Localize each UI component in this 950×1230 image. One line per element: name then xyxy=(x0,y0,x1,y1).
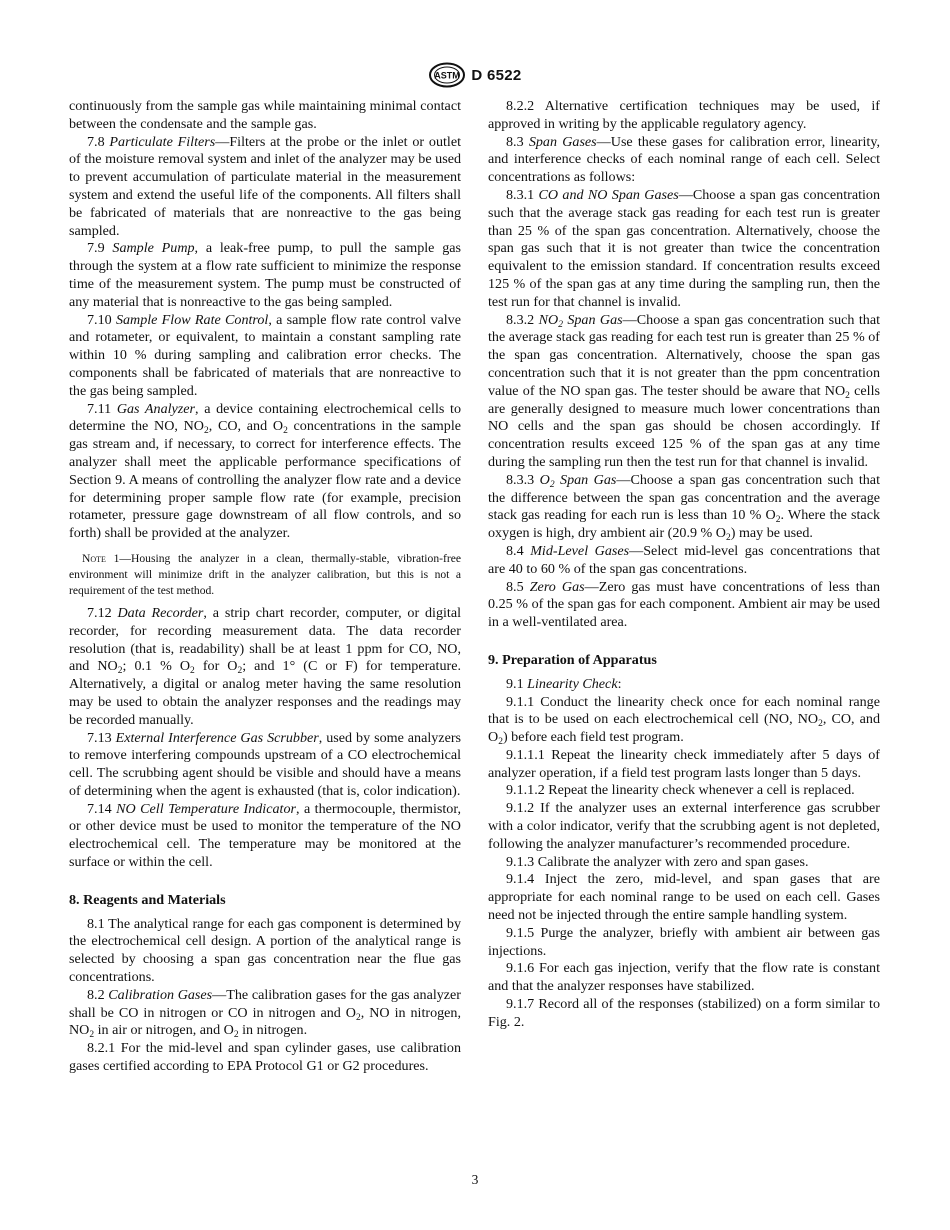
section-8-heading: 8. Reagents and Materials xyxy=(69,891,226,908)
right-column xyxy=(488,98,880,1032)
section-9-1-2: 9.1.2 If the analyzer uses an external interference gas scrubber with a color indicator, verify that the scrubbing agent is not depleted, following the analyzer manufacturer’s recommended procedure. xyxy=(488,800,880,852)
section-9-heading: 9. Preparation of Apparatus xyxy=(488,651,657,668)
section-9-1-title: Linearity Check xyxy=(527,675,618,692)
section-8-4-title: Mid-Level Gases xyxy=(530,542,630,559)
paragraph-continued: continuously from the sample gas while maintaining minimal contact between the condensate and the sample gas. xyxy=(69,98,461,132)
section-9-1-1-2: 9.1.1.2 Repeat the linearity check whenever a cell is replaced. xyxy=(506,782,855,799)
section-8-4: 8.4 Mid-Level Gases—Select mid-level gas concentrations that are 40 to 60 % of the span gas concentrations. xyxy=(488,542,881,577)
section-8-5-title: Zero Gas xyxy=(529,578,585,595)
section-9-1-1: 9.1.1 Conduct the linearity check once for each nominal range that is to be used on each electrochemical cell (NO, $NO_2$, CO, and $O_2$) before each field test program. xyxy=(488,693,880,748)
section-8-2-1: 8.2.1 For the mid-level and span cylinder gases, use calibration gases certified according to EPA Protocol G1 or G2 procedures. xyxy=(69,1040,461,1075)
section-7-12-title: Data Recorder xyxy=(117,604,204,621)
section-7-13-title: External Interference Gas Scrubber xyxy=(115,729,319,746)
section-7-9: 7.9 Sample Pump, a leak-free pump, to pull the sample gas through the system at a flow rate sufficient to minimize the response time of the measurement system. The pump must be constructed of any material that is nonreactive to the gas being sampled. xyxy=(69,240,461,310)
section-8-3-1: 8.3.1 CO and NO Span Gases—Choose a span gas concentration such that the average stack gas reading for each test run is greater than 25 % of the span gas concentration. Alternatively, choose the span gas such that it is not greater than twice the concentration equivalent to the emission standard. If concentration results exceed 125 % of the span gas at any time during the sampling run, then the test run for that channel is invalid. xyxy=(488,186,880,310)
note-1: Note 1—Housing the analyzer in a clean, thermally-stable, vibration-free environment will minimize drift in the analyzer calibration, but this is not a requirement of the test method. xyxy=(69,551,461,597)
section-8-1: 8.1 The analytical range for each gas component is determined by the electrochemical cell design. A portion of the analytical range is selected by choosing a span gas concentration near the flue gas concentrations. xyxy=(69,915,461,986)
section-8-2: 8.2 Calibration Gases—The calibration gases for the gas analyzer shall be CO in nitrogen or CO in nitrogen and $O_2$, NO in nitrogen, $NO_2$ in air or nitrogen, and $O_2$ in nitrogen. xyxy=(69,986,461,1041)
page-header xyxy=(0,62,950,88)
section-7-14-title: NO Cell Temperature Indicator xyxy=(116,800,296,817)
note-label: Note xyxy=(82,551,106,565)
section-7-11: 7.11 Gas Analyzer, a device containing electrochemical cells to determine the NO, $NO_2$, CO, and $O_2$ concentrations in the sample gas stream and, if necessary, to correct for interference effects. The analyzer shall meet the applicable performance specifications of Section 9. A means of controlling the analyzer flow rate and a device for determining proper sample flow rate (for example, precision rotameter, pressure gage downstream of all flow controls, and so forth) shall be provided at the analyzer. xyxy=(69,400,461,542)
section-8-3-2: 8.3.2 $NO_2$ Span Gas—Choose a span gas concentration such that the average stack gas reading for each test run is greater than 25 % of the span gas concentration. Alternatively, choose the span gas concentration such that it is not greater than the ppm concentration value of the NO span gas. The tester should be aware that $NO_2$ cells are generally designed to measure much lower concentrations than NO cells and the span gas should be chosen accordingly. If concentration results exceed 125 % of the span gas at any time during the sampling run then the test run for that channel is invalid. xyxy=(488,311,880,470)
page-number: 3 xyxy=(471,1172,479,1187)
section-8-3-1-title: CO and NO Span Gases xyxy=(538,186,679,203)
section-9-1-5: 9.1.5 Purge the analyzer, briefly with ambient air between gas injections. xyxy=(488,924,880,959)
document-designation: D 6522 xyxy=(471,66,522,84)
section-8-3-3-title: $O_2$ Span Gas xyxy=(539,471,617,490)
section-8-5: 8.5 Zero Gas—Zero gas must have concentrations of less than 0.25 % of the span gas for each component. Ambient air may be used in a well-ventilated area. xyxy=(488,578,881,631)
section-7-9-title: Sample Pump xyxy=(112,240,195,257)
section-9-1-7: 9.1.7 Record all of the responses (stabilized) on a form similar to Fig. 2. xyxy=(488,996,880,1030)
section-8-3-3: 8.3.3 $O_2$ Span Gas—Choose a span gas concentration such that the difference between the span gas concentration and the average stack gas reading for each run is less than 10 % $O_2$. Where the stack oxygen is high, dry ambient air (20.9 % $O_2$) may be used. xyxy=(488,471,880,544)
section-8-2-2: 8.2.2 Alternative certification techniques may be used, if approved in writing by the applicable regulatory agency. xyxy=(488,98,880,132)
section-7-10: 7.10 Sample Flow Rate Control, a sample flow rate control valve and rotameter, or equivalent, to maintain a constant sampling rate within 10 % during sampling and calibration error checks. The components shall be fabricated of materials that are nonreactive to the gas being sampled. xyxy=(69,311,461,399)
section-9-1-3: 9.1.3 Calibrate the analyzer with zero and span gases. xyxy=(506,853,809,870)
section-7-8-title: Particulate Filters xyxy=(109,133,216,150)
section-7-14: 7.14 NO Cell Temperature Indicator, a thermocouple, thermistor, or other device must be used to monitor the temperature of the NO electrochemical cell. The temperature may be monitored at the surface or within the cell. xyxy=(69,800,461,871)
section-8-3-2-title: $NO_2$ Span Gas xyxy=(538,311,623,330)
section-8-3: 8.3 Span Gases—Use these gases for calibration error, linearity, and interference checks of each nominal range of each cell. Select concentrations as follows: xyxy=(488,133,880,186)
section-7-10-title: Sample Flow Rate Control xyxy=(115,311,269,328)
left-column xyxy=(69,98,461,1076)
section-7-8: 7.8 Particulate Filters—Filters at the probe or the inlet or outlet of the moisture removal system and inlet of the analyzer may be used to prevent accumulation of particulate material in the measurement system and extend the useful life of the components. All filters shall be fabricated of materials that are nonreactive to the gas being sampled. xyxy=(69,133,462,239)
section-7-11-title: Gas Analyzer xyxy=(116,400,196,417)
section-7-13: 7.13 External Interference Gas Scrubber, used by some analyzers to remove interfering compounds upstream of a CO electrochemical cell. The scrubbing agent should be visible and should have a means of determining when the agent is exhausted (that is, color indication). xyxy=(69,729,461,799)
section-8-3-title: Span Gases xyxy=(528,133,597,150)
logo-text: ASTM xyxy=(434,70,461,81)
section-9-1-1-1: 9.1.1.1 Repeat the linearity check immediately after 5 days of analyzer operation, if a field test program lasts longer than 5 days. xyxy=(488,746,880,781)
section-9-1: 9.1 Linearity Check: xyxy=(506,675,622,692)
section-9-1-4: 9.1.4 Inject the zero, mid-level, and span gases that are appropriate for each nominal range to be used on each cell. Gases need not be injected through the entire sample handling system. xyxy=(488,871,880,924)
section-8-2-title: Calibration Gases xyxy=(108,986,213,1003)
section-7-12: 7.12 Data Recorder, a strip chart recorder, computer, or digital recorder, for recording measurement data. The data recorder resolution (that is, readability) shall be at least 1 ppm for CO, NO, and $NO_2$; 0.1 % $O_2$ for $O_2$; and 1° (C or F) for temperature. Alternatively, a digital or analog meter having the same resolution may be used to obtain the analyzer responses and the readings may be recorded manually. xyxy=(69,604,461,728)
section-9-1-6: 9.1.6 For each gas injection, verify that the flow rate is constant and that the analyzer responses have stabilized. xyxy=(488,960,880,995)
astm-logo-icon xyxy=(428,62,466,88)
